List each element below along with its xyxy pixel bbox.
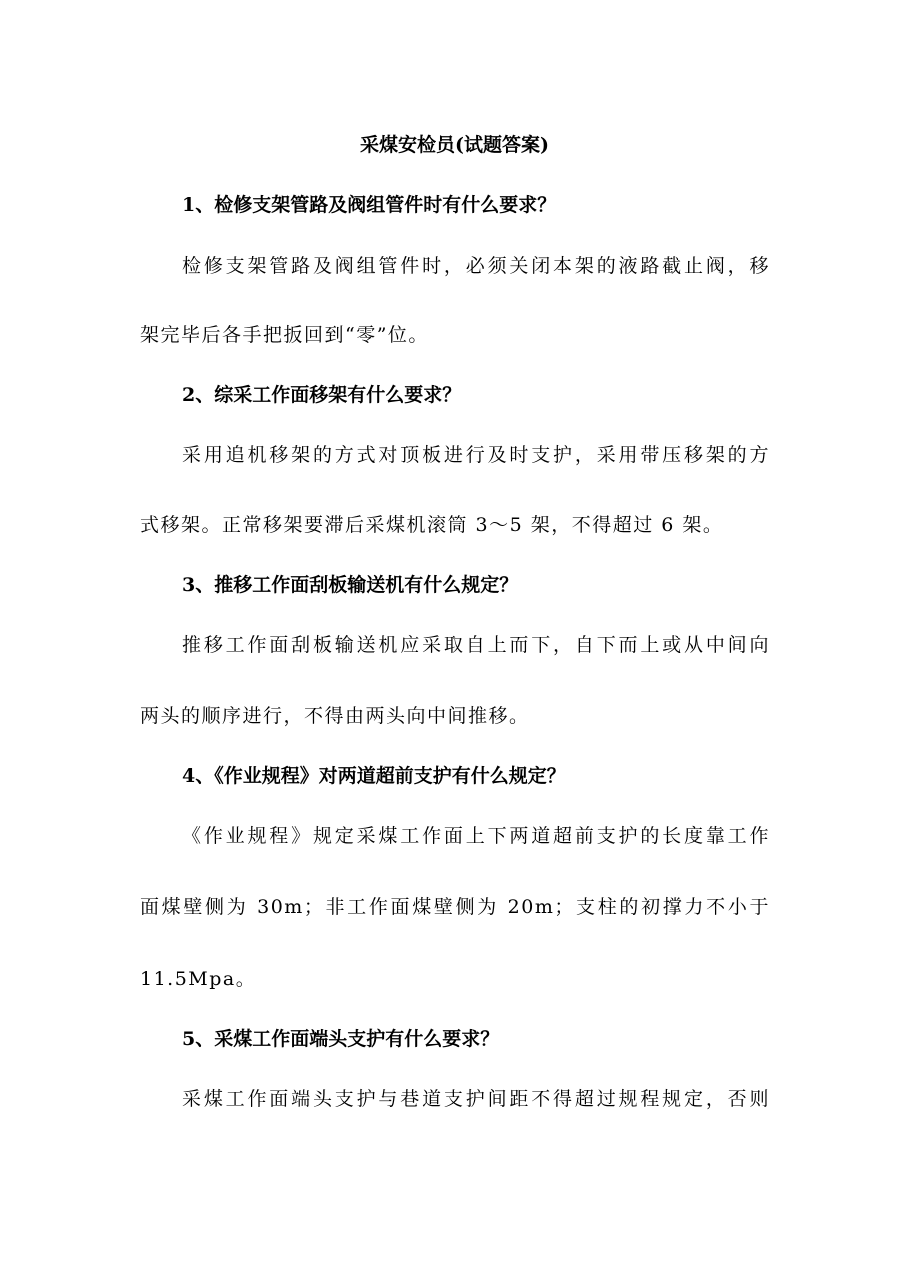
answer-2-line-2: 式移架。正常移架要滞后采煤机滚筒 3～5 架，不得超过 6 架。 bbox=[140, 514, 724, 536]
answer-4-line-2: 面煤壁侧为 30m；非工作面煤壁侧为 20m；支柱的初撑力不小于 bbox=[140, 896, 770, 918]
answer-3-line-1: 推移工作面刮板输送机应采取自上而下，自下而上或从中间向 bbox=[182, 634, 770, 656]
answer-1-line-2: 架完毕后各手把扳回到“零”位。 bbox=[140, 324, 429, 346]
answer-2-line-1: 采用追机移架的方式对顶板进行及时支护，采用带压移架的方 bbox=[182, 444, 770, 466]
question-4: 4、《作业规程》对两道超前支护有什么规定？ bbox=[182, 765, 566, 787]
answer-1-line-1: 检修支架管路及阀组管件时，必须关闭本架的液路截止阀，移 bbox=[182, 255, 770, 277]
answer-3-line-2: 两头的顺序进行，不得由两头向中间推移。 bbox=[140, 705, 530, 727]
question-5: 5、采煤工作面端头支护有什么要求？ bbox=[182, 1028, 500, 1050]
document-title: 采煤安检员(试题答案) bbox=[360, 134, 549, 156]
question-3: 3、推移工作面刮板输送机有什么规定？ bbox=[182, 574, 519, 596]
question-2: 2、综采工作面移架有什么要求？ bbox=[182, 384, 462, 406]
question-1: 1、检修支架管路及阀组管件时有什么要求？ bbox=[182, 194, 557, 216]
answer-4-line-1: 《作业规程》规定采煤工作面上下两道超前支护的长度靠工作 bbox=[182, 825, 770, 847]
answer-5-line-1: 采煤工作面端头支护与巷道支护间距不得超过规程规定，否则 bbox=[182, 1088, 770, 1110]
answer-4-line-3: 11.5Mpa。 bbox=[140, 968, 257, 990]
